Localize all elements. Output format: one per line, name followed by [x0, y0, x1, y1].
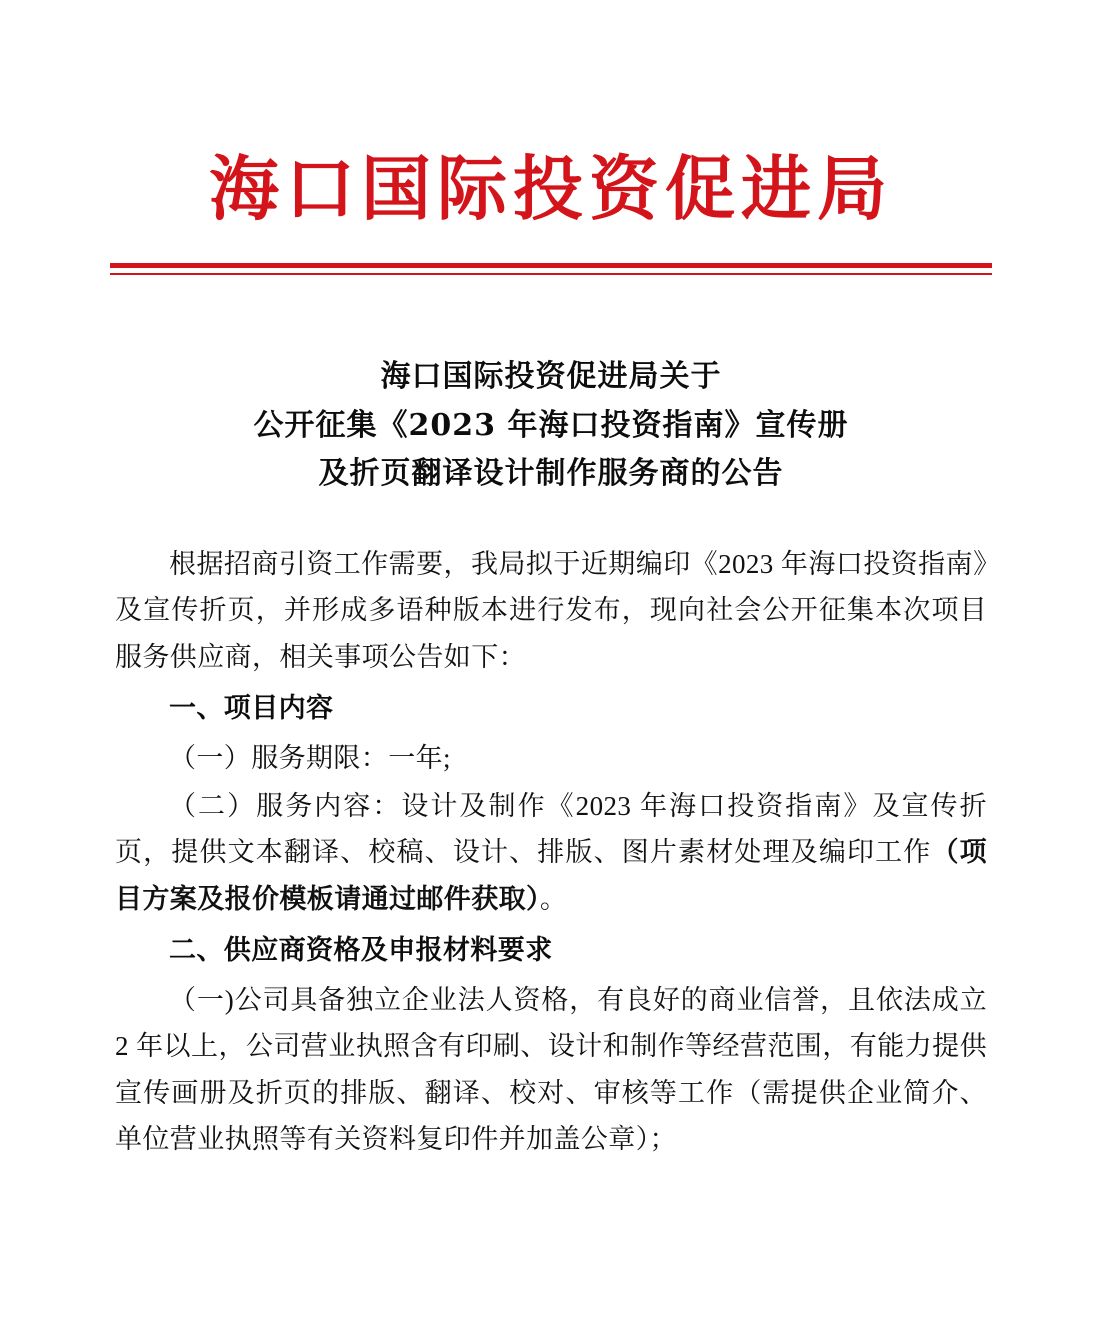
- section-heading-project-content: 一、项目内容: [169, 693, 334, 725]
- document-body: [0, 541, 1102, 1163]
- item-service-content: [115, 783, 987, 922]
- letterhead: [0, 0, 1102, 275]
- document-title-line-3: 及折页翻译设计制作服务商的公告: [318, 456, 784, 492]
- item-service-content-text-bold: （项目方案及报价模板请通过邮件获取）: [115, 837, 987, 914]
- intro-paragraph: 根据招商引资工作需要，我局拟于近期编印《2023 年海口投资指南》及宣传折页，并形成多语种版本进行发布，现向社会公开征集本次项目服务供应商，相关事项公告如下：: [115, 548, 987, 672]
- letterhead-rule-group: [0, 263, 1102, 275]
- document-title-line-1: 海口国际投资促进局关于: [380, 359, 722, 394]
- document-title-line-2: 公开征集《2023 年海口投资指南》宣传册: [253, 407, 849, 443]
- item-service-content-text-after: 。: [539, 883, 568, 914]
- document-title: [0, 353, 1102, 499]
- letterhead-rule-thin: [110, 273, 992, 275]
- item-service-content-text-before: （二）服务内容：设计及制作《2023 年海口投资指南》及宣传折页，提供文本翻译、校稿、设计、排版、图片素材处理及编印工作: [115, 790, 987, 868]
- section-heading-supplier-qualification: 二、供应商资格及申报材料要求: [169, 935, 553, 967]
- item-supplier-qualification-1: （一)公司具备独立企业法人资格，有良好的商业信誉，且依法成立 2 年以上，公司营业执照含有印刷、设计和制作等经营范围，有能力提供宣传画册及折页的排版、翻译、校对、审核等工作（需提供企业简介、单位营业执照等有关资料复印件并加盖公章）；: [115, 984, 987, 1155]
- letterhead-rule-thick: [110, 263, 992, 268]
- issuing-organization-title: 海口国际投资促进局: [209, 147, 893, 230]
- item-service-period: （一）服务期限：一年;: [169, 742, 451, 773]
